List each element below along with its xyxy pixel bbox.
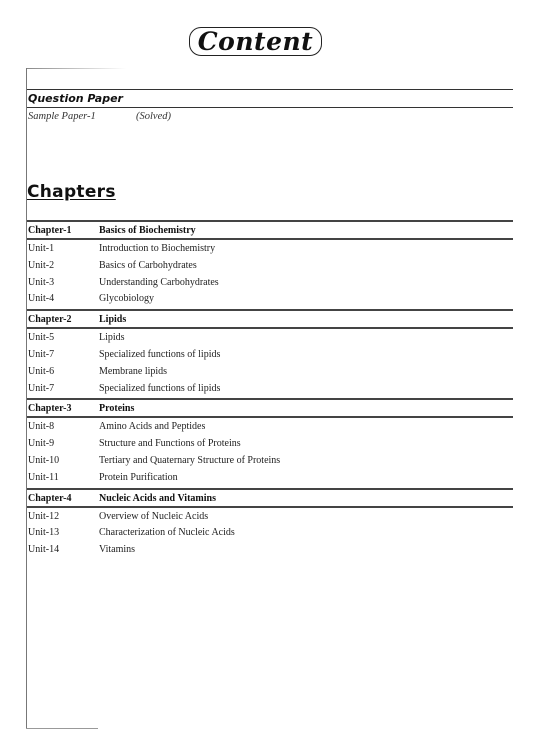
chapter-title: Proteins [99, 403, 135, 415]
frame-bottom-line [26, 728, 98, 729]
unit-title: Structure and Functions of Proteins [99, 438, 241, 450]
divider [27, 89, 513, 90]
unit-row[interactable] [27, 542, 513, 559]
sample-paper-item[interactable] [28, 111, 171, 122]
page-title-box [189, 27, 322, 56]
unit-title: Understanding Carbohydrates [99, 276, 219, 288]
page-title: Content [197, 27, 314, 56]
chapter-title: Basics of Biochemistry [99, 225, 196, 236]
unit-number: Unit-7 [28, 348, 55, 360]
table-of-contents [27, 220, 513, 559]
unit-title: Specialized functions of lipids [99, 382, 221, 394]
unit-title: Membrane lipids [99, 365, 168, 377]
unit-number: Unit-4 [28, 293, 55, 305]
unit-number: Unit-7 [28, 382, 55, 394]
chapter-row[interactable] [27, 488, 513, 508]
unit-title: Introduction to Biochemistry [99, 243, 216, 254]
unit-row[interactable] [27, 381, 513, 398]
unit-title: Tertiary and Quaternary Structure of Proteins [99, 454, 281, 466]
unit-row[interactable] [27, 241, 513, 258]
unit-title: Amino Acids and Peptides [99, 421, 206, 433]
unit-title: Lipids [99, 332, 125, 344]
unit-title: Overview of Nucleic Acids [99, 510, 209, 522]
unit-number: Unit-6 [28, 365, 55, 377]
unit-title: Glycobiology [99, 293, 154, 305]
unit-number: Unit-10 [28, 454, 60, 466]
sample-paper-note: (Solved) [136, 111, 171, 122]
frame-top-line [26, 68, 126, 69]
chapter-number: Chapter-4 [28, 492, 72, 504]
chapter-row[interactable] [27, 398, 513, 418]
unit-number: Unit-3 [28, 276, 55, 288]
divider [27, 107, 513, 108]
unit-number: Unit-9 [28, 438, 55, 450]
unit-number: Unit-8 [28, 421, 55, 433]
unit-row[interactable] [27, 347, 513, 364]
unit-row[interactable] [27, 364, 513, 381]
unit-row[interactable] [27, 291, 513, 308]
chapter-row[interactable] [27, 309, 513, 329]
chapter-title: Lipids [99, 314, 127, 326]
unit-title: Basics of Carbohydrates [99, 259, 197, 271]
unit-number: Unit-13 [28, 527, 60, 539]
unit-title: Characterization of Nucleic Acids [99, 527, 235, 539]
unit-number: Unit-12 [28, 510, 60, 522]
unit-row[interactable] [27, 470, 513, 487]
unit-number: Unit-1 [28, 243, 55, 254]
chapter-row[interactable] [27, 220, 513, 240]
unit-title: Vitamins [99, 544, 136, 556]
unit-number: Unit-2 [28, 259, 55, 271]
unit-row[interactable] [27, 258, 513, 275]
unit-row[interactable] [27, 509, 513, 526]
unit-row[interactable] [27, 330, 513, 347]
unit-title: Protein Purification [99, 471, 178, 483]
unit-row[interactable] [27, 525, 513, 542]
unit-number: Unit-14 [28, 544, 60, 556]
unit-row[interactable] [27, 453, 513, 470]
unit-row[interactable] [27, 275, 513, 292]
unit-row[interactable] [27, 436, 513, 453]
chapter-number: Chapter-2 [28, 314, 72, 326]
chapters-heading: Chapters [27, 182, 116, 202]
unit-number: Unit-11 [28, 471, 59, 483]
question-paper-heading: Question Paper [28, 92, 123, 105]
chapter-number: Chapter-1 [28, 225, 72, 236]
sample-paper-name: Sample Paper-1 [28, 111, 96, 122]
chapter-number: Chapter-3 [28, 403, 72, 415]
unit-row[interactable] [27, 419, 513, 436]
chapter-title: Nucleic Acids and Vitamins [99, 492, 216, 504]
unit-title: Specialized functions of lipids [99, 348, 221, 360]
unit-number: Unit-5 [28, 332, 55, 344]
